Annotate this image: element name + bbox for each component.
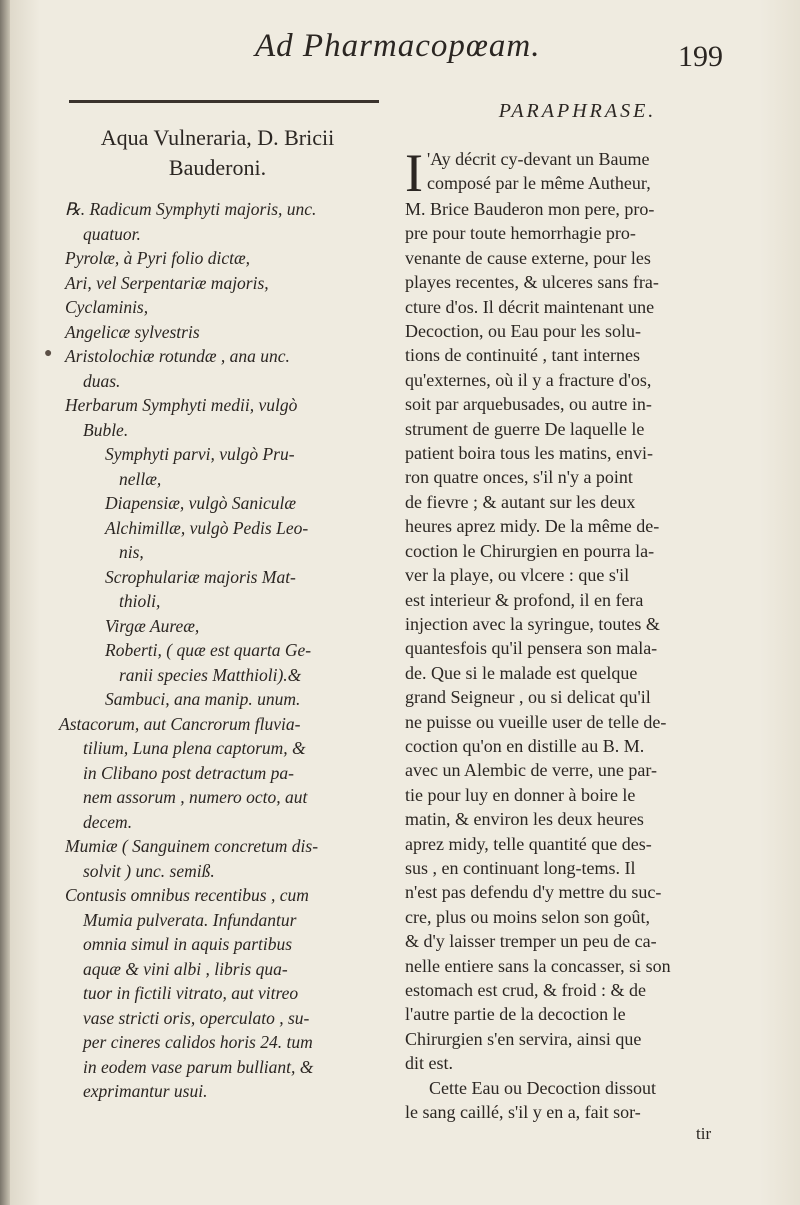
recipe-line: Herbarum Symphyti medii, vulgò	[65, 395, 298, 415]
recipe-line: ranii species Matthioli).&	[119, 664, 302, 685]
paraphrase-line: patient boira tous les matins, envi-	[405, 443, 653, 464]
recipe-line: tilium, Luna plena captorum, &	[83, 738, 306, 758]
margin-mark: ●	[44, 346, 53, 361]
recipe-line: in Clibano post detractum pa-	[83, 762, 294, 783]
recipe-line: Sambuci, ana manip. unum.	[105, 689, 301, 709]
paraphrase-line: de. Que si le malade est quelque	[405, 662, 638, 683]
paraphrase-line: soit par arquebusades, ou autre in-	[405, 394, 652, 415]
paraphrase-line: l'autre partie de la decoction le	[405, 1004, 626, 1025]
recipe-line: Angelicæ sylvestris	[65, 321, 200, 342]
recipe-line: omnia simul in aquis partibus	[83, 934, 293, 954]
recipe-title	[55, 123, 380, 183]
recipe-line: Mumiæ ( Sanguinem concretum dis-	[65, 836, 319, 856]
recipe-line: Pyrolæ, à Pyri folio dictæ,	[65, 248, 251, 268]
paraphrase-line: le sang caillé, s'il y en a, fait sor-	[405, 1102, 641, 1123]
recipe-line: in eodem vase parum bulliant, &	[83, 1056, 314, 1077]
recipe-line: Astacorum, aut Cancrorum fluvia-	[59, 713, 301, 734]
paraphrase-line: & d'y laisser tremper un peu de ca-	[405, 931, 657, 952]
paraphrase-line: venante de cause externe, pour les	[405, 247, 651, 268]
recipe-line: Roberti, ( quæ est quarta Ge-	[105, 640, 312, 660]
recipe-line: Virgæ Aureæ,	[105, 615, 200, 636]
recipe-line: Symphyti parvi, vulgò Pru-	[105, 444, 295, 464]
running-head: Ad Pharmacopœam.	[255, 28, 541, 64]
paraphrase-line: de fievre ; & autant sur les deux	[405, 491, 636, 512]
paraphrase-line: strument de guerre De laquelle le	[405, 418, 645, 439]
paraphrase-heading: PARAPHRASE.	[498, 100, 657, 122]
paraphrase-line: coction qu'on en distille au B. M.	[405, 735, 645, 756]
paraphrase-line: tie pour luy en donner à boire le	[405, 784, 636, 805]
recipe-line: aquæ & vini albi , libris qua-	[83, 958, 288, 979]
recipe-line: vase stricti oris, operculato , su-	[83, 1007, 310, 1028]
paraphrase-line: cre, plus ou moins selon son goût,	[405, 906, 650, 927]
paraphrase-line: ron quatre onces, s'il n'y a point	[405, 467, 633, 488]
paraphrase-line: heures aprez midy. De la même de-	[405, 516, 660, 537]
recipe-line: exprimantur usui.	[83, 1081, 208, 1101]
recipe-line: ℞. Radicum Symphyti majoris, unc.	[65, 199, 317, 219]
paraphrase-column	[405, 100, 730, 1124]
recipe-line: Alchimillæ, vulgò Pedis Leo-	[105, 517, 309, 538]
recipe-line: Buble.	[83, 419, 129, 440]
recipe-line: nis,	[119, 542, 144, 562]
recipe-line: thioli,	[119, 591, 161, 611]
book-spine	[0, 0, 10, 1205]
recipe-line: Ari, vel Serpentariæ majoris,	[65, 272, 269, 293]
drop-cap: I	[405, 143, 423, 203]
paraphrase-line: nelle entiere sans la concasser, si son	[405, 955, 671, 976]
paraphrase-line: dit est.	[405, 1053, 453, 1074]
recipe-line: Aristolochiæ rotundæ , ana unc.	[65, 346, 290, 366]
recipe-line: Diapensiæ, vulgò Saniculæ	[105, 493, 297, 513]
paraphrase-line: injection avec la syringue, toutes &	[405, 613, 660, 634]
paraphrase-line: est interieur & profond, il en fera	[405, 589, 644, 610]
page-number: 199	[678, 40, 723, 73]
recipe-line: Scrophulariæ majoris Mat-	[105, 566, 296, 587]
catchword: tir	[696, 1124, 712, 1143]
paraphrase-line: Cette Eau ou Decoction dissout	[429, 1077, 656, 1098]
recipe-line: Cyclaminis,	[65, 297, 149, 317]
recipe-line: decem.	[83, 811, 133, 832]
paraphrase-line: tions de continuité , tant internes	[405, 345, 640, 366]
paraphrase-line: pre pour toute hemorrhagie pro-	[405, 223, 636, 244]
paraphrase-line: ver la playe, ou vlcere : que s'il	[405, 565, 630, 586]
paraphrase-line: Chirurgien s'en servira, ainsi que	[405, 1028, 642, 1049]
paraphrase-line: playes recentes, & ulceres sans fra-	[405, 272, 659, 293]
paraphrase-line: estomach est crud, & froid : & de	[405, 980, 646, 1000]
recipe-line: Mumia pulverata. Infundantur	[83, 909, 297, 930]
recipe-line: Contusis omnibus recentibus , cum	[65, 885, 309, 905]
paraphrase-line: Decoction, ou Eau pour les solu-	[405, 321, 641, 342]
paraphrase-line: avec un Alembic de verre, une par-	[405, 760, 658, 781]
paraphrase-line: quantesfois qu'il pensera son mala-	[405, 638, 658, 659]
recipe-line: quatuor.	[83, 223, 141, 244]
header-rule	[69, 100, 379, 103]
paraphrase-line: grand Seigneur , ou si delicat qu'il	[405, 687, 651, 708]
recipe-line: nem assorum , numero octo, aut	[83, 787, 308, 807]
paraphrase-line: ne puisse ou vueille user de telle de-	[405, 711, 667, 732]
recipe-line: tuor in fictili vitrato, aut vitreo	[83, 983, 299, 1003]
recipe-title-line: Bauderoni.	[168, 155, 267, 180]
paraphrase-line: 'Ay décrit cy-devant un Baume	[426, 149, 650, 169]
recipe-line: solvit ) unc. semiß.	[83, 860, 215, 881]
paraphrase-line: n'est pas defendu d'y mettre du suc-	[405, 882, 662, 903]
paraphrase-line: aprez midy, telle quantité que des-	[405, 833, 652, 854]
recipe-column	[55, 100, 380, 1104]
paraphrase-line: coction le Chirurgien en pourra la-	[405, 540, 655, 561]
paraphrase-line: cture d'os. Il décrit maintenant une	[405, 296, 655, 317]
paraphrase-line: M. Brice Bauderon mon pere, pro-	[405, 199, 655, 219]
paraphrase-line: composé par le même Autheur,	[426, 173, 651, 194]
paraphrase-line: matin, & environ les deux heures	[405, 809, 644, 830]
paraphrase-line: qu'externes, où il y a fracture d'os,	[405, 369, 652, 390]
paraphrase-line: sus , en continuant long-tems. Il	[405, 857, 636, 878]
recipe-line: duas.	[83, 370, 121, 391]
recipe-title-line: Aqua Vulneraria, D. Bricii	[100, 125, 335, 150]
recipe-line: nellæ,	[119, 468, 162, 489]
recipe-line: per cineres calidos horis 24. tum	[83, 1032, 313, 1052]
